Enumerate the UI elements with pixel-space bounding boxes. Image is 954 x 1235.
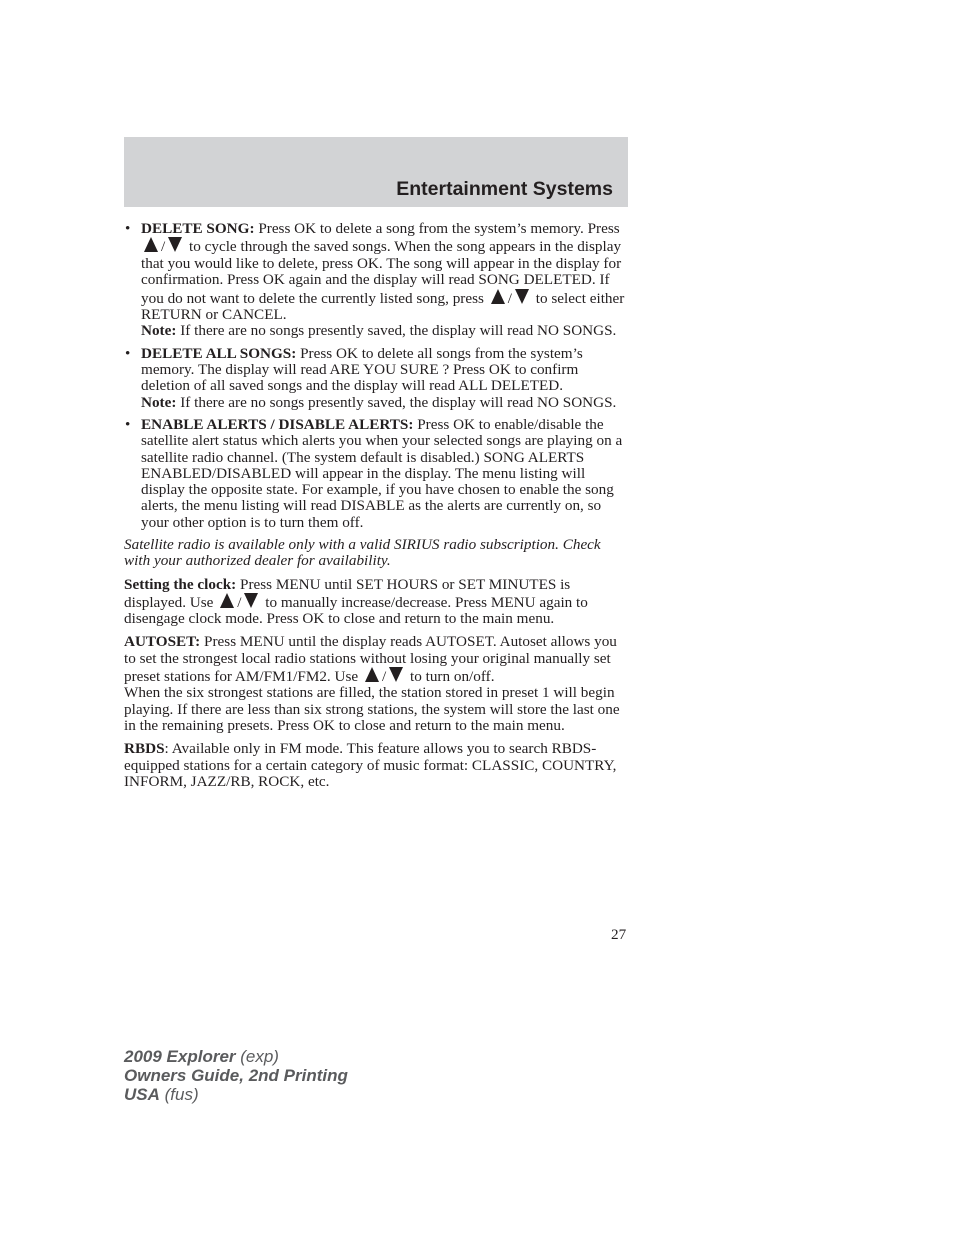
page-content [124, 221, 630, 797]
arrow-up-icon [220, 593, 234, 608]
section-header [124, 137, 628, 207]
delete-song-text-3: to select either RETURN or CANCEL. [141, 289, 625, 324]
delete-all-label: DELETE ALL SONGS: [141, 344, 297, 362]
slash: / [381, 668, 387, 686]
alerts-text: Press OK to enable/disable the satellite alert status which alerts you when your selected songs are playing on a satellite radio channel. (The system default is disabled.) SONG ALERTS ENABLED/DISABLED will appear in the display. The menu listing will display the opposite state. For example, if you have chosen to enable the song alerts, the menu listing will read DISABLE as the alerts are currently on, so your other option is to turn them off. [141, 415, 623, 531]
delete-all-note [141, 395, 630, 411]
autoset-paragraph [124, 634, 630, 685]
arrow-down-icon [244, 593, 258, 608]
arrow-up-icon [144, 237, 158, 252]
footer-model: 2009 Explorer [124, 1047, 236, 1066]
delete-song-paragraph [141, 221, 630, 323]
bullet: • [125, 220, 131, 237]
arrow-up-icon [491, 289, 505, 304]
list-item-delete-song [124, 221, 630, 340]
autoset-paragraph-2: When the six strongest stations are filled, the station stored in preset 1 will begin playing. If there are less than six strong stations, the system will store the last one in the remaining presets. Press OK to close and return to the main menu. [124, 684, 620, 734]
clock-paragraph [124, 577, 630, 628]
footer-line-2 [124, 1066, 348, 1085]
bullet: • [125, 344, 131, 362]
footer-model-code: (exp) [235, 1047, 279, 1066]
footer-region: USA [124, 1085, 160, 1104]
slash: / [161, 238, 166, 256]
clock-label: Setting the clock: [124, 575, 237, 593]
arrow-down-icon [389, 667, 403, 682]
autoset-label: AUTOSET: [124, 633, 201, 651]
list-item-delete-all-songs [124, 346, 630, 411]
footer-region-code: (fus) [159, 1085, 199, 1104]
note-label: Note: [141, 322, 177, 340]
footer-line-3 [124, 1085, 348, 1104]
footer [124, 1047, 348, 1104]
footer-guide: Owners Guide, 2nd Printing [124, 1066, 348, 1085]
delete-all-paragraph [141, 346, 630, 395]
footer-line-1 [124, 1047, 348, 1066]
autoset-text-2: to turn on/off. [406, 668, 495, 686]
delete-song-note [141, 323, 630, 339]
arrow-up-icon [365, 667, 379, 682]
note-text: If there are no songs presently saved, the display will read NO SONGS. [176, 393, 617, 411]
autoset-text: Press MENU until the display reads AUTOSET. Autoset allows you to set the strongest local radio stations without losing your original manually set preset stations for AM/FM1/FM2. Use [124, 633, 617, 686]
slash: / [237, 593, 242, 611]
rbds-text: : Available only in FM mode. This feature allows you to search RBDS-equipped stations for a certain category of music format: CLASSIC, COUNTRY, INFORM, JAZZ/RB, ROCK, etc. [124, 740, 617, 790]
rbds-label: RBDS [124, 740, 165, 758]
page-number: 27 [611, 926, 627, 943]
delete-all-text: Press OK to delete all songs from the system’s memory. The display will read ARE YOU SURE ? Press OK to confirm deletion of all saved songs and the display will read ALL DELETED. [141, 344, 583, 395]
arrow-down-icon [515, 289, 529, 304]
arrow-down-icon [168, 237, 182, 252]
note-label: Note: [141, 393, 177, 411]
clock-text-2: to manually increase/decrease. Press MENU again to disengage clock mode. Press OK to close and return to the main menu. [124, 593, 588, 628]
alerts-label: ENABLE ALERTS / DISABLE ALERTS: [141, 415, 414, 433]
delete-song-label: DELETE SONG: [141, 220, 255, 237]
list-item-alerts [124, 417, 630, 531]
clock-text: Press MENU until SET HOURS or SET MINUTES is displayed. Use [124, 575, 571, 611]
delete-song-text-2: to cycle through the saved songs. When the song appears in the display that you would like to delete, press OK. The song will appear in the display for confirmation. Press OK again and the display will read SONG DELETED. If you do not want to delete the currently listed song, press [141, 238, 622, 307]
section-title: Entertainment Systems [396, 178, 613, 200]
delete-song-text: Press OK to delete a song from the system’s memory. Press [254, 220, 620, 237]
slash: / [507, 289, 512, 307]
rbds-paragraph [124, 741, 630, 790]
note-text: If there are no songs presently saved, the display will read NO SONGS. [176, 322, 617, 340]
satellite-note: Satellite radio is available only with a valid SIRIUS radio subscription. Check with your authorized dealer for availability. [124, 536, 601, 570]
alerts-paragraph [141, 417, 630, 531]
bullet: • [125, 415, 131, 433]
